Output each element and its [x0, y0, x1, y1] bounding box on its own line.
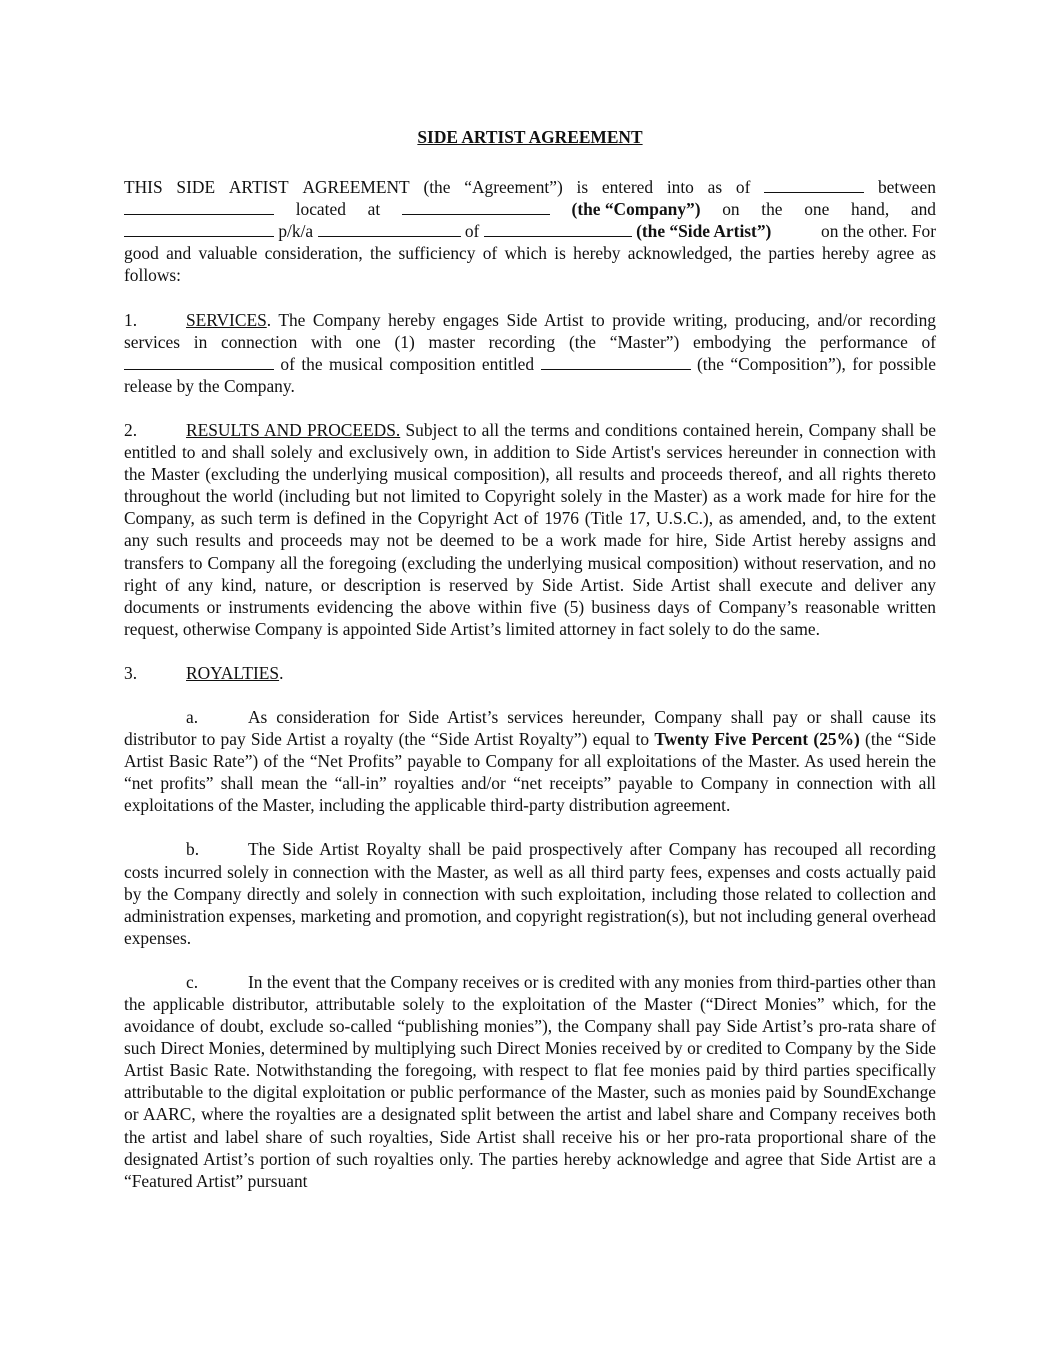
company-name-blank[interactable]	[124, 200, 274, 215]
section-3a	[124, 706, 936, 816]
intro-word: “Agreement”)	[464, 177, 563, 198]
section-text: of the musical composition entitled	[274, 353, 541, 374]
side-artist-defined-term: (the “Side Artist”)	[636, 221, 772, 242]
intro-word: of	[464, 221, 480, 242]
intro-word: one	[804, 199, 830, 220]
section-text: Subject to all the terms and conditions contained herein, Company shall be entitled to and shall solely and exclusively own, in addition to Side Artist's services hereunder in connection with the Master (excluding the underlying musical composition), all results and proceeds thereof, and all rights thereto throughout the world (including but not limited to Copyright solely in the Master) as a work made for hire for the Company, as such term is defined in the Copyright Act of 1976 (Title 17, U.S.C.), as amended, and, to the extent any such results and proceeds may not be deemed to be a work made for hire, Side Artist hereby assigns and transfers to Company all the foregoing (excluding the underlying musical composition) without reservation, and no right of any kind, nature, or description is reserved by Side Artist. Side Artist shall execute and deliver any documents or instruments evidencing the above within five (5) business days of Company’s reasonable written request, otherwise Company is appointed Side Artist’s limited attorney in fact solely to do the same.	[124, 419, 936, 639]
performer-blank[interactable]	[124, 355, 274, 370]
date-blank[interactable]	[764, 178, 864, 193]
section-number: 2.	[124, 419, 138, 440]
subsection-text: As consideration for Side Artist’s services hereunder, Company shall pay or shall cause its distributor to pay Side Artist a royalty (the “Side Artist Royalty”) equal to	[124, 706, 936, 750]
section-text: (the “Composition”), for possible release by the Company.	[124, 353, 936, 396]
section-heading-period: .	[279, 662, 284, 683]
intro-word: located	[295, 199, 346, 220]
section-1	[124, 309, 936, 397]
intro-word: THIS	[124, 177, 163, 198]
intro-word: entered	[601, 177, 654, 198]
side-artist-name-blank[interactable]	[124, 222, 274, 237]
intro-word: ARTIST	[228, 177, 289, 198]
section-text: . The Company hereby engages Side Artist to provide writing, producing, and/or recording services in connection with one (1) master recording (the “Master”) embodying the performance of	[124, 309, 936, 352]
section-heading: SERVICES	[186, 309, 267, 330]
section-3c	[124, 971, 936, 1192]
document-page	[124, 120, 936, 1214]
section-3-heading	[124, 662, 936, 684]
section-heading: ROYALTIES	[186, 662, 280, 683]
company-address-blank[interactable]	[402, 200, 550, 215]
intro-line-1	[124, 176, 936, 198]
section-number: 3.	[124, 662, 138, 683]
subsection-label: a.	[186, 706, 199, 727]
intro-word: at	[367, 199, 381, 220]
intro-rest-text: good and valuable consideration, the sufficiency of which is hereby acknowledged, the parties hereby agree as follows:	[124, 243, 936, 286]
royalty-rate: Twenty Five Percent (25%)	[654, 729, 860, 750]
subsection-label: c.	[186, 971, 199, 992]
subsection-text: (the “Side Artist Basic Rate”) of the “Net Profits” payable to Company for all exploitations of the Master. As used herein the “net profits” shall mean the “all-in” royalties and/or “net receipts” payable to Company in connection with all exploitations of the Master, including the applicable third-party distribution agreement.	[124, 729, 936, 816]
document-title: SIDE ARTIST AGREEMENT	[417, 127, 643, 147]
intro-word: is	[576, 177, 589, 198]
section-2	[124, 419, 936, 640]
intro-word: of	[735, 177, 751, 198]
intro-word: p/k/a	[278, 221, 314, 242]
intro-word: AGREEMENT	[302, 177, 410, 198]
side-artist-professional-name-blank[interactable]	[318, 222, 461, 237]
section-heading: RESULTS AND PROCEEDS.	[186, 419, 401, 440]
intro-word: and	[910, 199, 936, 220]
intro-line-3	[124, 220, 936, 242]
section-number: 1.	[124, 309, 138, 330]
intro-line-2	[124, 198, 936, 220]
intro-word: on	[722, 199, 740, 220]
intro-word: SIDE	[176, 177, 216, 198]
intro-word: the	[761, 199, 783, 220]
composition-title-blank[interactable]	[541, 355, 691, 370]
intro-word: (the	[423, 177, 451, 198]
intro-word: as	[707, 177, 723, 198]
subsection-text: In the event that the Company receives or is credited with any monies from third-parties other than the applicable distributor, attributable solely to the exploitation of the Master (“Direct Monies” which, for the avoidance of doubt, exclude so-called “publishing monies”), the Company shall pay Side Artist’s pro-rata share of such Direct Monies, determined by multiplying such Direct Monies received by or credited to Company by the Side Artist Basic Rate. Notwithstanding the foregoing, with respect to flat fee monies paid by third parties specifically attributable to the digital exploitation or public performance of the Master, such as monies paid by SoundExchange or AARC, where the royalties are a designated split between the artist and label share and Company receives both the artist and label share of such royalties, Side Artist shall receive his or her pro-rata proportional share of the designated Artist’s portion of such royalties only. The parties hereby acknowledge and agree that Side Artist are a “Featured Artist” pursuant	[124, 971, 936, 1191]
intro-word: between	[877, 177, 936, 198]
subsection-text: The Side Artist Royalty shall be paid prospectively after Company has recouped all recording costs incurred solely in connection with the Master, as well as all third party fees, expenses and costs actually paid by the Company directly and solely in connection with such exploitation, including those related to collection and administration expenses, marketing and promotion, and copyright registration(s), but not including general overhead expenses.	[124, 839, 936, 948]
section-3b	[124, 838, 936, 948]
intro-word: into	[666, 177, 694, 198]
intro-paragraph	[124, 176, 936, 286]
intro-word: hand,	[851, 199, 890, 220]
intro-word: on the other. For	[821, 221, 936, 242]
side-artist-address-blank[interactable]	[484, 222, 632, 237]
company-defined-term: (the “Company”)	[571, 199, 701, 220]
subsection-label: b.	[186, 839, 200, 860]
